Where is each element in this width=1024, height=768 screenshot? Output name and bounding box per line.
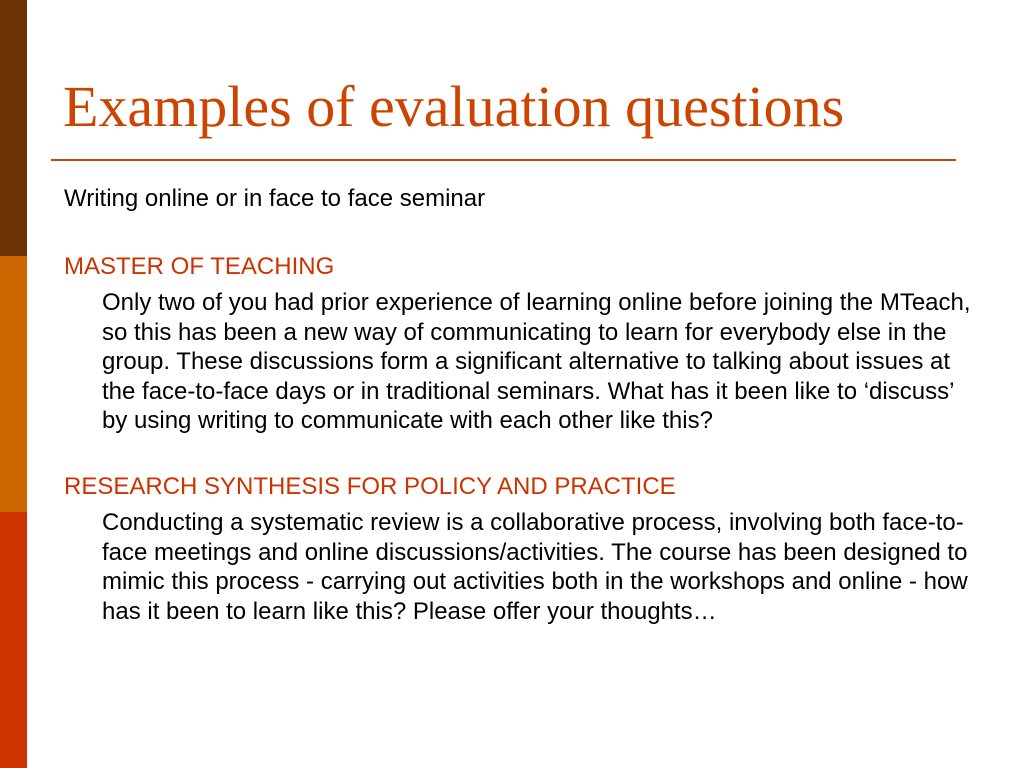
section-heading-research-synthesis: RESEARCH SYNTHESIS FOR POLICY AND PRACTICE (64, 472, 676, 500)
slide-title: Examples of evaluation questions (63, 74, 845, 139)
side-bar-middle-segment (0, 256, 27, 512)
title-underline-divider (51, 159, 956, 161)
section-paragraph-master-of-teaching: Only two of you had prior experience of learning online before joining the MTeach, so this has been a new way of communicating to learn for everybody else in the group. These discussions form a significant alternative to talking about issues at the face-to-face days or in traditional seminars. What has it been like to ‘discuss’ by using writing to communicate with each other like this? (102, 289, 971, 435)
section-paragraph-research-synthesis: Conducting a systematic review is a collaborative process, involving both face-to-face meetings and online discussions/activities. The course has been designed to mimic this process - carrying out activities both in the workshops and online - how has it been to learn like this? Please offer your thoughts… (102, 508, 968, 625)
side-bar-bottom-segment (0, 512, 27, 768)
decorative-side-bar (0, 0, 27, 768)
intro-text: Writing online or in face to face seminar (64, 185, 486, 212)
side-bar-top-segment (0, 0, 27, 256)
section-heading-master-of-teaching: MASTER OF TEACHING (64, 253, 335, 280)
slide-body (64, 184, 974, 626)
